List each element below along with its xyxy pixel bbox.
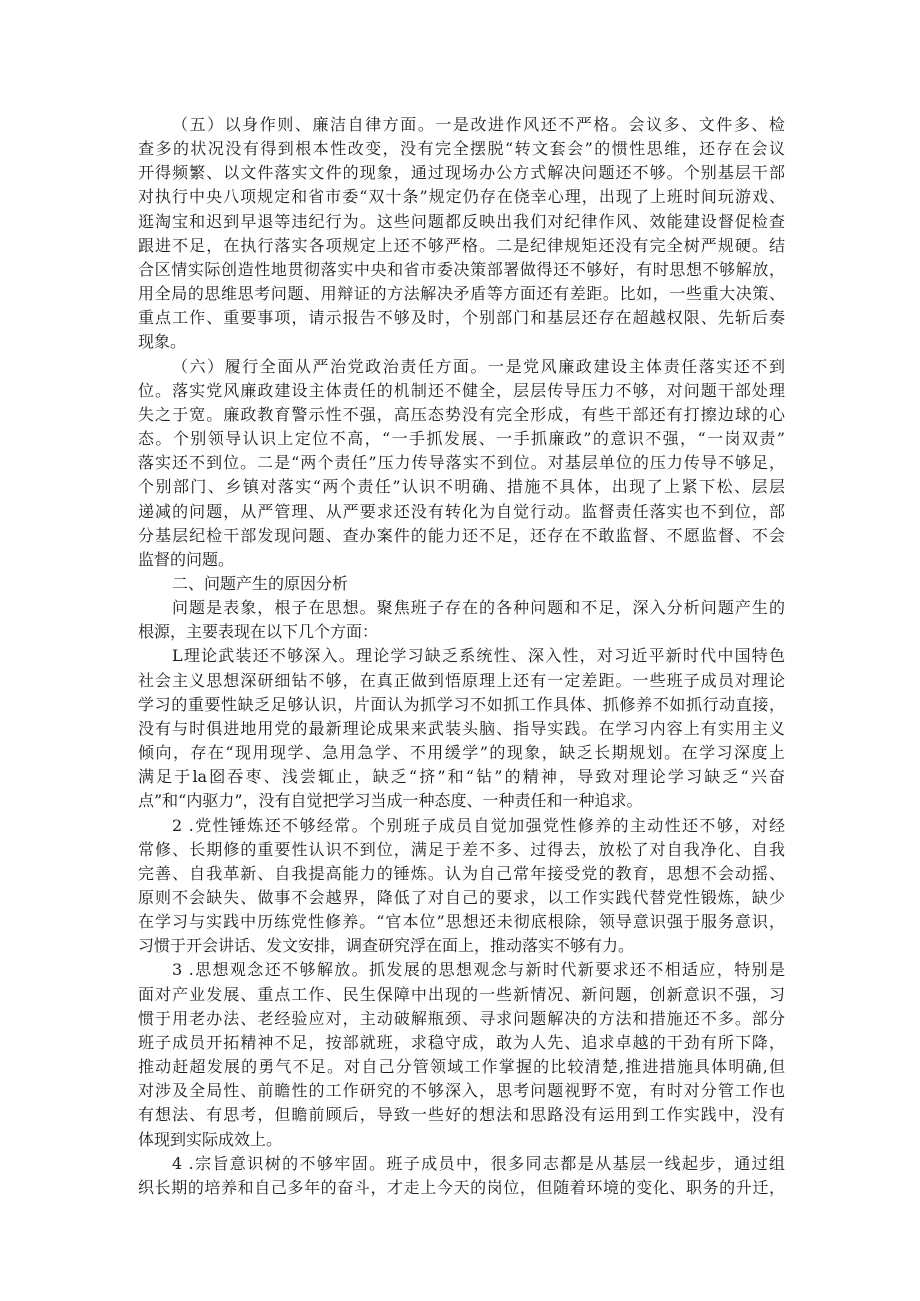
paragraph-intro (138, 596, 785, 644)
text-line: （六）履行全面从严治党政治责任方面。一是党风廉政建设主体责任落实还不到 (172, 356, 785, 376)
text-line: 逛淘宝和迟到早退等违纪行为。这些问题都反映出我们对纪律作风、效能建设督促检查 (138, 211, 785, 231)
document-body (138, 113, 785, 1200)
text-line: 位。落实党风廉政建设主体责任的机制还不健全，层层传导压力不够，对问题干部处理 (138, 380, 785, 400)
paragraph-item-4 (138, 1152, 785, 1200)
text-line: 点”和“内驱力”，没有自觉把学习当成一种态度、一种责任和一种追求。 (138, 791, 643, 811)
text-line: 查多的状况没有得到根本性改变，没有完全摆脱“转文套会”的惯性思维，还存在会议 (138, 139, 785, 159)
text-line: L理论武装还不够深入。理论学习缺乏系统性、深入性，对习近平新时代中国特色 (172, 646, 785, 666)
text-line: 没有与时俱进地用党的最新理论成果来武装头脑、指导实践。在学习内容上有实用主义 (138, 718, 785, 738)
text-line: 社会主义思想深研细钻不够，在真正做到悟原理上还有一定差距。一些班子成员对理论 (138, 670, 785, 690)
text-line: 倾向，存在“现用现学、急用急学、不用缓学”的现象，缺乏长期规划。在学习深度上 (138, 743, 785, 763)
text-line: 现象。 (138, 332, 187, 352)
text-line: 态。个别领导认识上定位不高，“一手抓发展、一手抓廉政”的意识不强，“一岗双责” (138, 429, 785, 449)
text-line: 落实还不到位。二是“两个责任”压力传导落实不到位。对基层单位的压力传导不够足， (138, 453, 785, 473)
section-heading (138, 572, 785, 596)
text-line: 合区情实际创造性地贯彻落实中央和省市委决策部署做得还不够好，有时思想不够解放， (138, 259, 785, 279)
text-line: 对涉及全局性、前瞻性的工作研究的不够深入，思考问题视野不宽，有时对分管工作也 (138, 1081, 785, 1101)
text-line: 班子成员开拓精神不足，按部就班，求稳守成，敢为人先、追求卓越的干劲有所下降， (138, 1032, 785, 1052)
text-line: 体现到实际成效上。 (138, 1129, 283, 1149)
text-line: 根源，主要表现在以下几个方面： (138, 622, 379, 642)
text-line: 分基层纪检干部发现问题、查办案件的能力还不足，还存在不敢监督、不愿监督、不会 (138, 525, 785, 545)
text-line: 重点工作、重要事项，请示报告不够及时，个别部门和基层还存在超越权限、先斩后奏 (138, 308, 785, 328)
paragraph-section-6 (138, 355, 785, 572)
text-line: 监督的问题。 (138, 549, 235, 569)
text-line: 跟进不足，在执行落实各项规定上还不够严格。二是纪律规矩还没有完全树严规硬。结 (138, 235, 785, 255)
text-line: 2 .党性锤炼还不够经常。个别班子成员自觉加强党性修养的主动性还不够，对经 (172, 815, 785, 835)
text-line: 习惯于开会讲话、发文安排，调查研究浮在面上，推动落实不够有力。 (138, 936, 635, 956)
text-line: 常修、长期修的重要性认识不到位，满足于差不多、过得去，放松了对自我净化、自我 (138, 839, 785, 859)
paragraph-item-3 (138, 958, 785, 1151)
text-line: 织长期的培养和自己多年的奋斗，才走上今天的岗位，但随着环境的变化、职务的升迁， (138, 1177, 785, 1197)
text-line: 开得频繁、以文件落实文件的现象，通过现场办公方式解决问题还不够。个别基层干部 (138, 163, 785, 183)
text-line: 原则不会缺失、做事不会越界，降低了对自己的要求，以工作实践代替党性锻炼，缺少 (138, 888, 785, 907)
text-line: 问题是表象，根子在思想。聚焦班子存在的各种问题和不足，深入分析问题产生的 (172, 598, 785, 618)
text-line: 对执行中央八项规定和省市委“双十条”规定仍存在侥幸心理，出现了上班时间玩游戏、 (138, 187, 785, 207)
text-line: 失之于宽。廉政教育警示性不强，高压态势没有完全形成，有些干部还有打擦边球的心 (138, 404, 785, 424)
paragraph-section-5 (138, 113, 785, 355)
text-line: 递减的问题，从严管理、从严要求还没有转化为自觉行动。监督责任落实也不到位，部 (138, 501, 785, 521)
text-line: 面对产业发展、重点工作、民生保障中出现的一些新情况、新问题，创新意识不强，习 (138, 984, 785, 1004)
text-line: 4 .宗旨意识树的不够牢固。班子成员中，很多同志都是从基层一线起步，通过组 (172, 1153, 785, 1173)
text-line: 惯于用老办法、老经验应对，主动破解瓶颈、寻求问题解决的方法和措施还不多。部分 (138, 1008, 785, 1028)
text-line: 有想法、有思考，但瞻前顾后，导致一些好的想法和思路没有运用到工作实践中，没有 (138, 1105, 785, 1125)
text-line: 完善、自我革新、自我提高能力的锤炼。认为自己常年接受党的教育，思想不会动摇、 (138, 863, 785, 883)
text-line: 3 .思想观念还不够解放。抓发展的思想观念与新时代新要求还不相适应，特别是 (172, 960, 785, 980)
text-line: 个别部门、乡镇对落实“两个责任”认识不明确、措施不具体，出现了上紧下松、层层 (138, 477, 785, 497)
paragraph-item-1 (138, 644, 785, 813)
heading-line: 二、问题产生的原因分析 (172, 573, 349, 593)
text-line: 用全局的思维思考问题、用辩证的方法解决矛盾等方面还有差距。比如，一些重大决策、 (138, 284, 785, 304)
text-line: 推动赶超发展的勇气不足。对自己分管领域工作掌握的比较清楚,推进措施具体明确,但 (138, 1057, 785, 1077)
text-line: （五）以身作则、廉洁自律方面。一是改进作风还不严格。会议多、文件多、检 (172, 115, 785, 134)
paragraph-item-2 (138, 814, 785, 959)
text-line: 在学习与实践中历练党性修养。“官本位”思想还未彻底根除，领导意识强于服务意识， (138, 912, 785, 932)
text-line: 满足于la囵吞枣、浅尝辄止，缺乏“挤”和“钻”的精神，导致对理论学习缺乏“兴奋 (138, 767, 785, 787)
text-line: 学习的重要性缺乏足够认识，片面认为抓学习不如抓工作具体、抓修养不如抓行动直接， (138, 694, 785, 714)
